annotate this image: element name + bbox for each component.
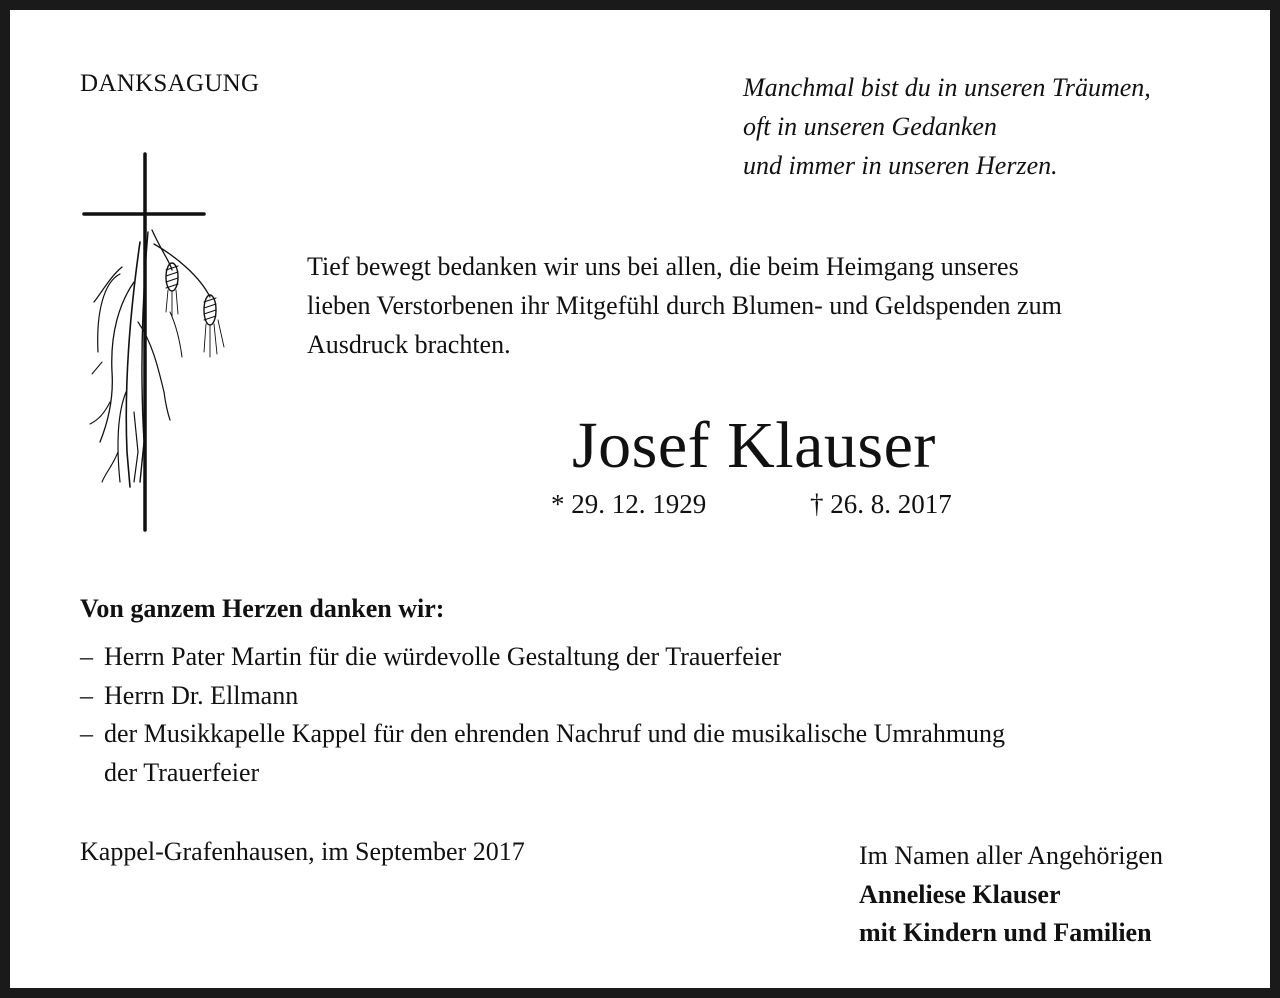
poem: [743, 68, 1151, 185]
place-date: Kappel-Grafenhausen, im September 2017: [80, 837, 525, 866]
death-date: † 26. 8. 2017: [810, 489, 952, 519]
thanks-heading: Von ganzem Herzen danken wir:: [80, 594, 445, 623]
intro-line: Ausdruck brachten.: [307, 330, 511, 359]
deceased-name: Josef Klauser: [572, 409, 936, 482]
dash-bullet: –: [80, 719, 93, 748]
list-item-text: der Trauerfeier: [104, 757, 260, 787]
birth-date: * 29. 12. 1929: [551, 489, 707, 519]
poem-line: und immer in unseren Herzen.: [743, 151, 1058, 180]
intro-line: Tief bewegt bedanken wir uns bei allen, die beim Heimgang unseres: [307, 252, 1019, 281]
list-item: [80, 715, 1005, 792]
list-item-text: Herrn Dr. Ellmann: [104, 680, 299, 710]
intro-line: lieben Verstorbenen ihr Mitgefühl durch Blumen- und Geldspenden zum: [307, 291, 1062, 320]
dash-bullet: –: [80, 680, 93, 710]
list-item-text: Herrn Pater Martin für die würdevolle Gestaltung der Trauerfeier: [104, 642, 782, 671]
signature-name: Anneliese Klauser: [859, 879, 1061, 909]
signature-family: mit Kindern und Familien: [859, 918, 1152, 947]
poem-line: oft in unseren Gedanken: [743, 112, 997, 141]
signature-block: [859, 837, 1163, 953]
list-item: [80, 677, 1005, 716]
list-item-text: der Musikkapelle Kappel für den ehrenden Nachruf und die musikalische Umrahmung: [104, 719, 1006, 748]
cross-with-wheat-icon: [82, 152, 232, 534]
thanks-list: [80, 638, 1005, 792]
signature-line: Im Namen aller Angehörigen: [859, 841, 1163, 870]
poem-line: Manchmal bist du in unseren Träumen,: [743, 73, 1151, 102]
dash-bullet: –: [80, 642, 93, 671]
intro-text: [307, 247, 1237, 364]
list-item: [80, 638, 1005, 677]
notice-heading: DANKSAGUNG: [80, 70, 260, 97]
